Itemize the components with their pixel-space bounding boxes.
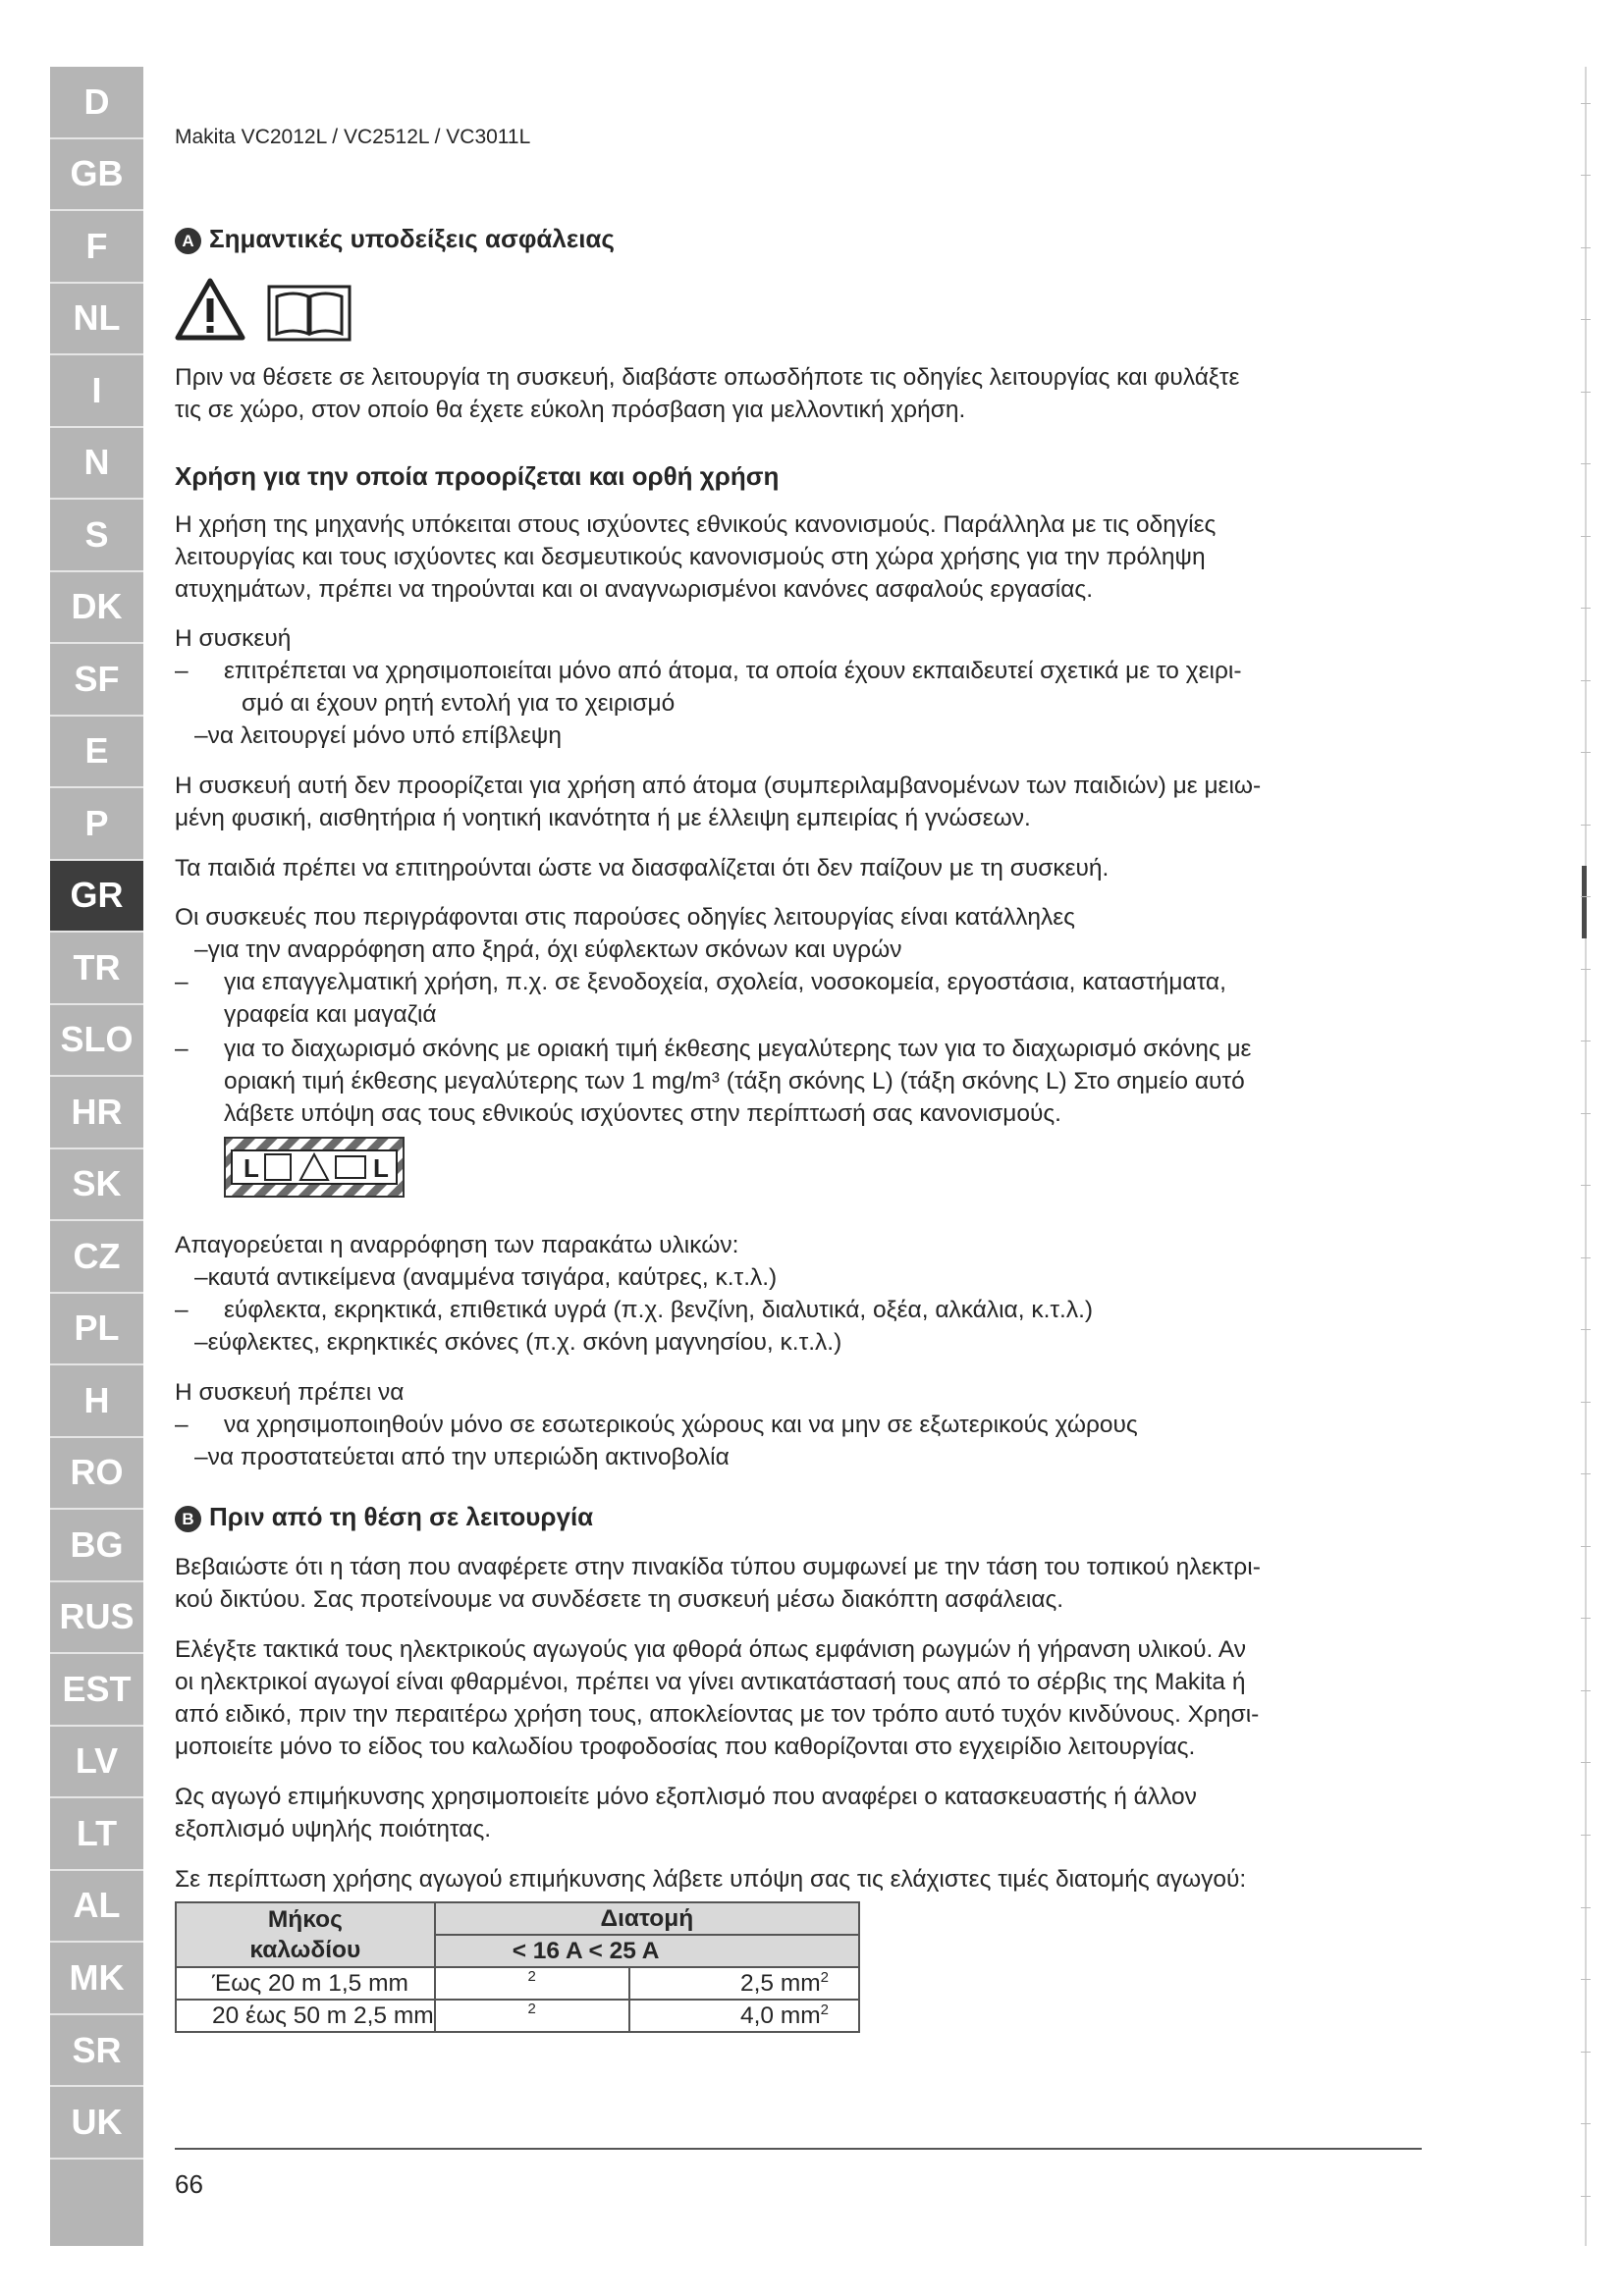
sup-cell-text: 2 bbox=[527, 1968, 536, 1985]
cable-cross-section-table bbox=[175, 1901, 860, 2033]
svg-text:L: L bbox=[244, 1153, 259, 1183]
language-tab-uk: UK bbox=[50, 2087, 143, 2160]
not-for-line-2: μένη φυσική, αισθητήρια ή νοητική ικανότητα ή με έλλειψη εμπειρίας ή γνώσεων. bbox=[175, 805, 1031, 831]
language-tab-sf: SF bbox=[50, 644, 143, 717]
sup-cell bbox=[435, 1967, 629, 2000]
language-tab-dk: DK bbox=[50, 572, 143, 645]
intro-line-2: τις σε χώρο, στον οποίο θα έχετε εύκολη πρόσβαση για μελλοντική χρήση. bbox=[175, 397, 966, 423]
margin-tick bbox=[1581, 969, 1591, 970]
forbidden-intro: Απαγορεύεται η αναρρόφηση των παρακάτω υλικών: bbox=[175, 1232, 739, 1258]
value-cell-sup: 2 bbox=[820, 2001, 829, 2018]
margin-tick bbox=[1581, 2052, 1591, 2053]
device-item-1-line-1: επιτρέπεται να χρησιμοποιείται μόνο από άτομα, τα οποία έχουν εκπαιδευτεί σχετικά με το χειρι- bbox=[224, 658, 1242, 684]
language-sidebar bbox=[50, 67, 143, 2246]
margin-tick bbox=[1581, 1618, 1591, 1619]
b-paragraph-3-line-2: εξοπλισμό υψηλής ποιότητας. bbox=[175, 1816, 492, 1842]
margin-tick bbox=[1581, 1402, 1591, 1403]
language-tab-rus: RUS bbox=[50, 1582, 143, 1655]
b-paragraph-2-line-3: από ειδικό, πριν την περαιτέρω χρήση τους, αποκλείοντας με τον τρόπο αυτό τυχόν κινδύνους. Χρησι- bbox=[175, 1701, 1260, 1728]
page-number: 66 bbox=[175, 2169, 203, 2199]
model-header: Makita VC2012L / VC2512L / VC3011L bbox=[175, 126, 531, 148]
suitable-item-2-line-1: για επαγγελματική χρήση, π.χ. σε ξενοδοχεία, σχολεία, νοσοκομεία, εργοστάσια, καταστήματα, bbox=[224, 969, 1226, 995]
must-item-1-text: να χρησιμοποιηθούν μόνο σε εσωτερικούς χώρους και να μην σε εξωτερικούς χώρους bbox=[224, 1412, 1138, 1438]
use-paragraph-line-2: λειτουργίας και τους ισχύοντες και δεσμευτικούς κανονισμούς στη χώρα χρήσης για την πρόληψη bbox=[175, 544, 1206, 570]
language-tab-est: EST bbox=[50, 1654, 143, 1727]
language-tab-tr: TR bbox=[50, 933, 143, 1005]
must-intro: Η συσκευή πρέπει να bbox=[175, 1379, 405, 1406]
language-tab-bg: BG bbox=[50, 1510, 143, 1582]
margin-tick bbox=[1581, 319, 1591, 320]
section-a-title bbox=[175, 224, 615, 254]
not-for-line-1: Η συσκευή αυτή δεν προορίζεται για χρήση από άτομα (συμπεριλαμβανομένων των παιδιών) με μειω- bbox=[175, 773, 1262, 799]
length-cell-text: 20 έως 50 m 2,5 mm bbox=[212, 2002, 434, 2029]
svg-text:L: L bbox=[373, 1153, 389, 1183]
language-tab-d: D bbox=[50, 67, 143, 139]
device-item-2: –να λειτουργεί μόνο υπό επίβλεψη bbox=[194, 722, 562, 749]
device-label: Η συσκευή bbox=[175, 625, 292, 652]
b-paragraph-2-line-1: Ελέγξτε τακτικά τους ηλεκτρικούς αγωγούς για φθορά όπως εμφάνιση ρωγμών ή γήρανση υλικού. Αν bbox=[175, 1636, 1246, 1663]
forbidden-item-2-text: εύφλεκτα, εκρηκτικά, επιθετικά υγρά (π.χ. βενζίνη, διαλυτικά, οξέα, αλκάλια, κ.τ.λ.) bbox=[224, 1297, 1094, 1323]
language-tab-s: S bbox=[50, 500, 143, 572]
language-tab-hr: HR bbox=[50, 1077, 143, 1149]
margin-tick bbox=[1581, 103, 1591, 104]
current-subheader: < 16 A < 25 A bbox=[435, 1935, 859, 1967]
cross-section-header: Διατομή bbox=[435, 1902, 859, 1935]
margin-tick bbox=[1581, 1185, 1591, 1186]
margin-tick bbox=[1581, 1907, 1591, 1908]
children-note: Τα παιδιά πρέπει να επιτηρούνται ώστε να διασφαλίζεται ότι δεν παίζουν με τη συσκευή. bbox=[175, 855, 1110, 881]
must-item-2: –να προστατεύεται από την υπεριώδη ακτινοβολία bbox=[194, 1444, 730, 1470]
intro-line-1: Πριν να θέσετε σε λειτουργία τη συσκευή, διαβάστε οπωσδήποτε τις οδηγίες λειτουργίας και φυλάξτε bbox=[175, 364, 1240, 391]
margin-tick bbox=[1581, 825, 1591, 826]
dash: – bbox=[175, 969, 189, 995]
cable-length-header-line-1: Μήκος bbox=[267, 1906, 343, 1933]
cable-length-header bbox=[176, 1902, 435, 1967]
b-paragraph-3-line-1: Ως αγωγό επιμήκυνσης χρησιμοποιείτε μόνο εξοπλισμό που αναφέρει ο κατασκευαστής ή άλλον bbox=[175, 1784, 1197, 1810]
margin-tick bbox=[1581, 1835, 1591, 1836]
language-tab-gb: GB bbox=[50, 139, 143, 212]
margin-tick bbox=[1581, 1979, 1591, 1980]
forbidden-item-3: –εύφλεκτες, εκρηκτικές σκόνες (π.χ. σκόνη μαγνησίου, κ.τ.λ.) bbox=[194, 1329, 842, 1356]
cable-length-header-line-2: καλωδίου bbox=[249, 1937, 361, 1963]
margin-tick bbox=[1581, 536, 1591, 537]
language-tab-mk: MK bbox=[50, 1943, 143, 2015]
length-cell-text: Έως 20 m 1,5 mm bbox=[212, 1969, 408, 1997]
section-b-title-text: Πριν από τη θέση σε λειτουργία bbox=[209, 1502, 594, 1531]
value-cell bbox=[629, 2000, 859, 2032]
margin-tick bbox=[1581, 1329, 1591, 1330]
margin-tick bbox=[1581, 1690, 1591, 1691]
margin-tick bbox=[1581, 463, 1591, 464]
read-manual-icon bbox=[267, 285, 352, 342]
language-tab-i: I bbox=[50, 355, 143, 428]
language-tab-cz: CZ bbox=[50, 1221, 143, 1294]
length-cell bbox=[176, 1967, 435, 2000]
intended-use-heading: Χρήση για την οποία προορίζεται και ορθή χρήση bbox=[175, 461, 780, 491]
language-tab-slo: SLO bbox=[50, 1005, 143, 1078]
margin-tick bbox=[1581, 752, 1591, 753]
b-paragraph-1-line-2: κού δικτύου. Σας προτείνουμε να συνδέσετε τη συσκευή μέσω διακόπτη ασφάλειας. bbox=[175, 1586, 1064, 1613]
language-tab-pl: PL bbox=[50, 1294, 143, 1366]
language-tab-sr: SR bbox=[50, 2015, 143, 2088]
language-tab-gr: GR bbox=[50, 861, 143, 934]
margin-tick bbox=[1581, 896, 1591, 897]
use-paragraph-line-1: Η χρήση της μηχανής υπόκειται στους ισχύοντες εθνικούς κανονισμούς. Παράλληλα με τις οδηγίες bbox=[175, 511, 1217, 538]
language-tab-nl: NL bbox=[50, 284, 143, 356]
suitable-intro: Οι συσκευές που περιγράφονται στις παρούσες οδηγίες λειτουργίας είναι κατάλληλες bbox=[175, 904, 1075, 931]
sup-cell bbox=[435, 2000, 629, 2032]
language-tab-h: H bbox=[50, 1365, 143, 1438]
sup-cell-text: 2 bbox=[527, 2001, 536, 2017]
b-paragraph-4: Σε περίπτωση χρήσης αγωγού επιμήκυνσης λάβετε υπόψη σας τις ελάχιστες τιμές διατομής αγωγού: bbox=[175, 1866, 1247, 1893]
margin-tick bbox=[1581, 1113, 1591, 1114]
length-cell bbox=[176, 2000, 435, 2032]
value-cell-sup: 2 bbox=[820, 1968, 829, 1986]
b-paragraph-2-line-4: μοποιείτε μόνο το είδος του καλωδίου τροφοδοσίας που καθορίζονται στο εγχειρίδιο λειτουργίας. bbox=[175, 1734, 1196, 1760]
margin-tick bbox=[1581, 2123, 1591, 2124]
b-paragraph-2-line-2: οι ηλεκτρικοί αγωγοί είναι φθαρμένοι, πρέπει να γίνει αντικατάστασή τους από το σέρβις της Makita ή bbox=[175, 1669, 1246, 1695]
value-cell bbox=[629, 1967, 859, 2000]
suitable-item-1: –για την αναρρόφηση απο ξηρά, όχι εύφλεκτων σκόνων και υγρών bbox=[194, 936, 902, 963]
margin-tick bbox=[1581, 1473, 1591, 1474]
suitable-item-3-line-2: οριακή τιμή έκθεσης μεγαλύτερης των 1 mg/m³ (τάξη σκόνης L) (τάξη σκόνης L) Στο σημείο αυτό bbox=[224, 1068, 1245, 1095]
language-tab-p: P bbox=[50, 788, 143, 861]
suitable-item-3-line-3: λάβετε υπόψη σας τους εθνικούς ισχύοντες στην περίπτωσή σας κανονισμούς. bbox=[224, 1100, 1061, 1127]
section-b-badge: B bbox=[175, 1506, 201, 1532]
value-cell-text: 4,0 mm bbox=[739, 2002, 821, 2029]
warning-icon bbox=[175, 277, 245, 342]
margin-tick bbox=[1581, 1762, 1591, 1763]
dust-class-l-label-icon bbox=[224, 1137, 405, 1198]
value-cell-text: 2,5 mm bbox=[739, 1969, 821, 1997]
margin-tick bbox=[1581, 1546, 1591, 1547]
suitable-item-2-line-2: γραφεία και μαγαζιά bbox=[224, 1001, 437, 1028]
table-row bbox=[176, 1967, 859, 2000]
margin-tick bbox=[1581, 2196, 1591, 2197]
margin-tick bbox=[1581, 608, 1591, 609]
language-tab-lv: LV bbox=[50, 1727, 143, 1799]
b-paragraph-1-line-1: Βεβαιώστε ότι η τάση που αναφέρετε στην πινακίδα τύπου συμφωνεί με την τάση του τοπικού ηλεκτρι- bbox=[175, 1554, 1261, 1580]
active-section-marker bbox=[1582, 866, 1587, 938]
use-paragraph-line-3: ατυχημάτων, πρέπει να τηρούνται και οι αναγνωρισμένοι κανόνες ασφαλούς εργασίας. bbox=[175, 576, 1094, 603]
margin-tick bbox=[1581, 175, 1591, 176]
dash: – bbox=[175, 1412, 189, 1438]
dash: – bbox=[175, 658, 189, 684]
margin-tick bbox=[1581, 680, 1591, 681]
margin-tick bbox=[1581, 247, 1591, 248]
forbidden-item-1: –καυτά αντικείμενα (αναμμένα τσιγάρα, καύτρες, κ.τ.λ.) bbox=[194, 1264, 778, 1291]
section-a-badge: A bbox=[175, 228, 201, 254]
right-margin-line bbox=[1585, 67, 1587, 2246]
footer-rule bbox=[175, 2148, 1422, 2150]
dash: – bbox=[175, 1036, 189, 1062]
margin-tick bbox=[1581, 392, 1591, 393]
language-tab-al: AL bbox=[50, 1871, 143, 1944]
section-a-title-text: Σημαντικές υποδείξεις ασφάλειας bbox=[209, 224, 615, 253]
language-tab-f: F bbox=[50, 211, 143, 284]
dash: – bbox=[175, 1297, 189, 1323]
table-row bbox=[176, 2000, 859, 2032]
section-b-title bbox=[175, 1502, 593, 1532]
language-tab-sk: SK bbox=[50, 1149, 143, 1222]
language-tab-lt: LT bbox=[50, 1798, 143, 1871]
language-tab-e: E bbox=[50, 717, 143, 789]
language-tab-ro: RO bbox=[50, 1438, 143, 1511]
margin-tick bbox=[1581, 1257, 1591, 1258]
device-item-1-line-2: σμό αι έχουν ρητή εντολή για το χειρισμό bbox=[242, 690, 676, 717]
suitable-item-3-line-1: για το διαχωρισμό σκόνης με οριακή τιμή έκθεσης μεγαλύτερης των για το διαχωρισμό σκόνης με bbox=[224, 1036, 1252, 1062]
language-tab-n: N bbox=[50, 428, 143, 501]
